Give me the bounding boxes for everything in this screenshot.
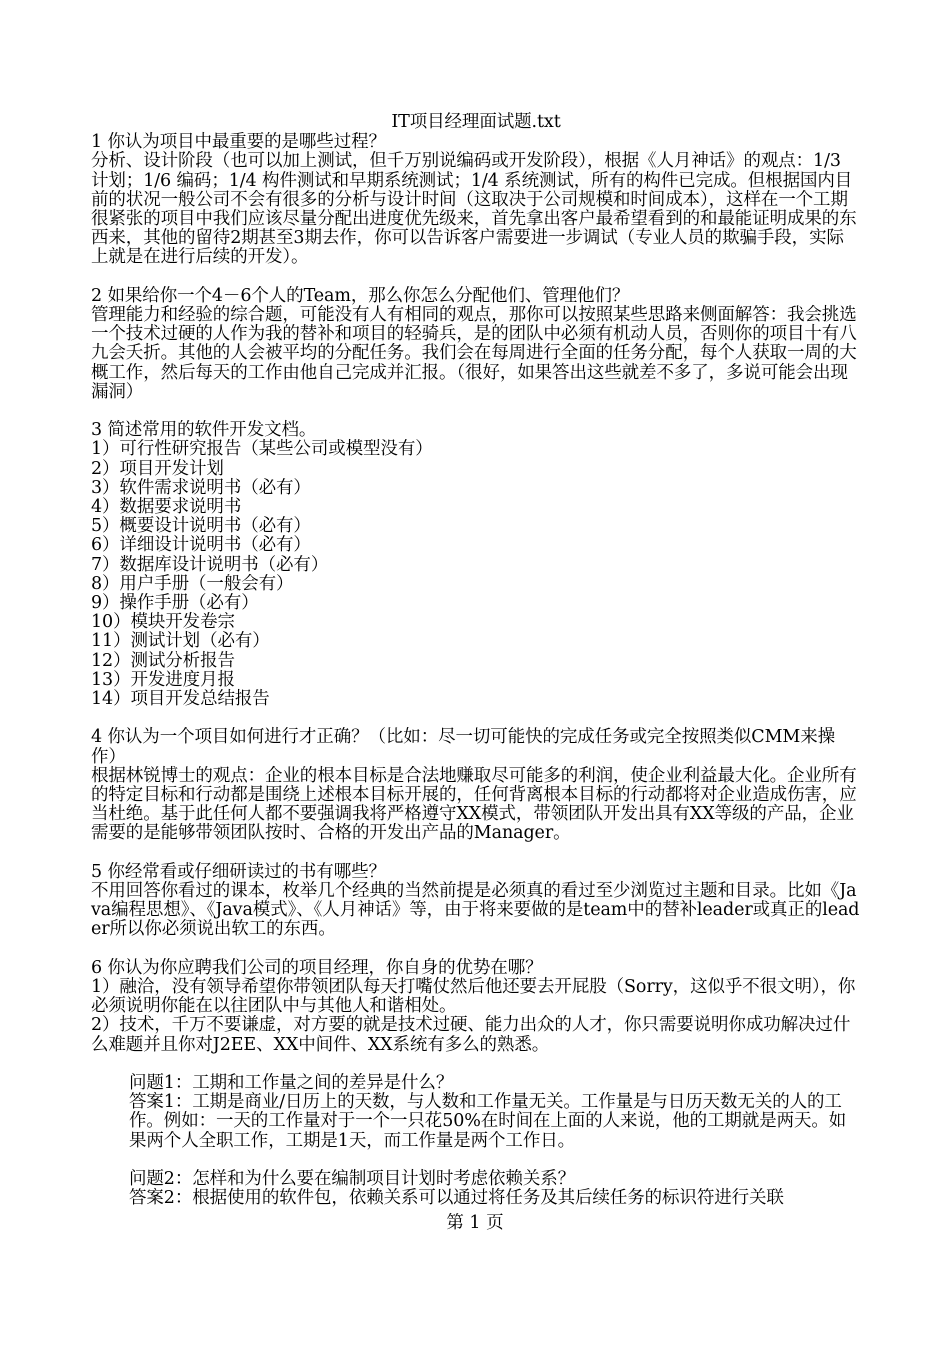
document-section	[91, 287, 861, 402]
section-text: 12）测试分析报告	[91, 650, 235, 671]
section-text: 管理能力和经验的综合题，可能没有人有相同的观点，那你可以按照某些思路来侧面解答：我会挑选一个技术过硬的人作为我的替补和项目的轻骑兵，是的团队中必须有机动人员，否则你的项目十有八九会夭折。其他的人会被平均的分配任务。我们会在每周进行全面的任务分配，每个人获取一周的大概工作，然后每天的工作由他自己完成并汇报。（很好，如果答出这些就差不多了，多说可能会出现漏洞）	[91, 305, 857, 402]
section-text: 2）项目开发计划	[91, 458, 224, 479]
section-text: 4）数据要求说明书	[91, 497, 242, 518]
section-heading: 4 你认为一个项目如何进行才正确？（比如：尽一切可能快的完成任务或完全按照类似CMM来操作）	[91, 727, 836, 767]
document-section	[91, 959, 861, 1055]
document-title: IT项目经理面试题.txt	[391, 112, 561, 132]
section-text: 9）操作手册（必有）	[91, 593, 259, 614]
section-text: 答案2：根据使用的软件包，依赖关系可以通过将任务及其后续任务的标识符进行关联	[129, 1188, 784, 1209]
section-heading: 问题2：怎样和为什么要在编制项目计划时考虑依赖关系？	[129, 1169, 576, 1190]
section-text: 5）概要设计说明书（必有）	[91, 516, 311, 537]
section-text: 根据林锐博士的观点：企业的根本目标是合法地赚取尽可能多的利润，使企业利益最大化。企业所有的特定目标和行动都是围绕上述根本目标开展的，任何背离根本目标的行动都将对企业造成伤害，应当杜绝。基于此任何人都不要强调我将严格遵守XX模式，带领团队开发出具有XX等级的产品，企业需要的是能够带领团队按时、合格的开发出产品的Manager。	[91, 765, 857, 844]
section-text: 3）软件需求说明书（必有）	[91, 477, 311, 498]
section-heading: 问题1：工期和工作量之间的差异是什么？	[129, 1073, 454, 1094]
section-text: 13）开发进度月报	[91, 669, 235, 690]
document-section	[91, 863, 861, 940]
section-text: 1）融洽，没有领导希望你带领团队每天打嘴仗然后他还要去开屁股（Sorry，这似乎不很文明），你必须说明你能在以往团队中与其他人和谐相处。	[91, 977, 856, 1017]
section-text: 不用回答你看过的课本，枚举几个经典的当然前提是必须真的看过至少浏览过主题和目录。比如《Java编程思想》、《Java模式》、《人月神话》等，由于将来要做的是team中的替补leader或真正的leader所以你必须说出软工的东西。	[91, 881, 860, 940]
section-heading: 6 你认为你应聘我们公司的项目经理，你自身的优势在哪？	[91, 957, 543, 978]
document-page	[91, 113, 861, 1228]
section-text: 分析、设计阶段（也可以加上测试，但千万别说编码或开发阶段），根据《人月神话》的观点：1/3 计划；1/6 编码；1/4 构件测试和早期系统测试；1/4 系统测试，所有的构件已完成。但根据国内目前的状况一般公司不会有很多的分析与设计时间（这取决于公司规模和时间成本），这样在一个工期很紧张的项目中我们应该尽量分配出进度优先级来，首先拿出客户最希望看到的和最能证明成果的东西来，其他的留待2期甚至3期去作，你可以告诉客户需要进一步调试（专业人员的欺骗手段，实际上就是在进行后续的开发）。	[91, 151, 857, 268]
section-text: 11）测试计划（必有）	[91, 631, 270, 652]
section-text: 2）技术，千万不要谦虚，对方要的就是技术过硬、能力出众的人才，你只需要说明你成功解决过什么难题并且你对J2EE、XX中间件、XX系统有多么的熟悉。	[91, 1015, 851, 1055]
document-section	[91, 728, 861, 843]
section-heading: 2 如果给你一个4－6个人的Team，那么你怎么分配他们、管理他们？	[91, 285, 630, 306]
document-section	[91, 133, 861, 267]
page-number: 第 1 页	[446, 1213, 504, 1233]
section-text: 答案1：工期是商业/日历上的天数，与人数和工作量无关。工作量是与日历天数无关的人的工作。例如：一天的工作量对于一个一只花50%在时间在上面的人来说，他的工期就是两天。如果两个人全职工作，工期是1天，而工作量是两个工作日。	[129, 1092, 847, 1151]
section-text: 14）项目开发总结报告	[91, 689, 270, 710]
section-heading: 5 你经常看或仔细研读过的书有哪些？	[91, 861, 386, 882]
section-text: 1）可行性研究报告（某些公司或模型没有）	[91, 439, 433, 460]
document-section	[91, 1170, 861, 1208]
document-body	[91, 133, 861, 1208]
document-section	[91, 421, 861, 709]
section-heading: 1 你认为项目中最重要的是哪些过程？	[91, 132, 386, 153]
section-heading: 3 简述常用的软件开发文档。	[91, 420, 317, 441]
section-text: 8）用户手册（一般会有）	[91, 573, 294, 594]
document-section	[91, 1074, 861, 1151]
section-text: 6）详细设计说明书（必有）	[91, 535, 311, 556]
section-text: 7）数据库设计说明书（必有）	[91, 554, 329, 575]
section-text: 10）模块开发卷宗	[91, 612, 235, 633]
